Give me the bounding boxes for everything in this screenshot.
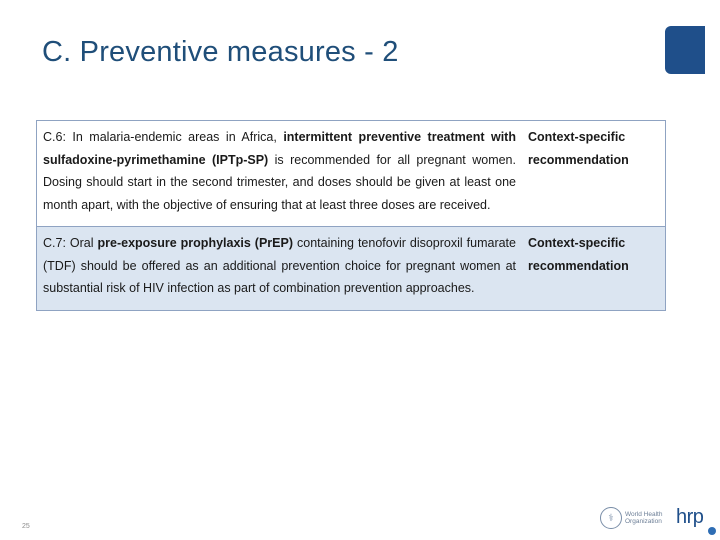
table-row xyxy=(37,227,665,310)
slide-title: C. Preventive measures - 2 xyxy=(42,36,399,68)
who-line2: Organization xyxy=(625,518,662,525)
who-line1: World Health xyxy=(625,510,663,518)
recommendation-type xyxy=(522,227,665,310)
hrp-logo-dot-icon xyxy=(708,527,716,535)
recommendation-text xyxy=(37,227,522,310)
who-logo xyxy=(600,507,662,529)
page-number: 25 xyxy=(22,523,30,530)
who-emblem-icon: ⚕ xyxy=(600,507,622,529)
recommendation-text xyxy=(37,121,522,226)
rec-text-part: C.7: Oral xyxy=(43,236,98,250)
table-row xyxy=(37,121,665,227)
rec-text-part: C.6: In malaria-endemic areas in Africa, xyxy=(43,130,284,144)
rec-type-line1: Context-specific xyxy=(528,236,626,250)
hrp-logo: hrp xyxy=(676,506,704,528)
corner-accent-tab xyxy=(665,26,705,74)
rec-text-part: is recommended for all pregnant women. Dosing should start in the second trimester, and doses should be given at least one month apart, with the objective of ensuring that at least three doses are received. xyxy=(43,152,516,212)
rec-text-part-bold: pre-exposure prophylaxis (PrEP) xyxy=(97,236,294,250)
recommendations-table xyxy=(36,120,666,311)
rec-type-line2: recommendation xyxy=(528,152,629,167)
who-logo-text xyxy=(625,511,662,526)
rec-text-part-bold: intermittent preventive treatment with sulfadoxine-pyrimethamine (IPTp-SP) xyxy=(43,130,516,167)
rec-type-line1: Context-specific xyxy=(528,130,626,144)
recommendation-type xyxy=(522,121,665,226)
rec-type-line2: recommendation xyxy=(528,258,629,273)
rec-text-part: containing tenofovir disoproxil fumarate (TDF) should be offered as an additional prevention choice for pregnant women at substantial risk of HIV infection as part of combination prevention approaches. xyxy=(43,236,516,295)
